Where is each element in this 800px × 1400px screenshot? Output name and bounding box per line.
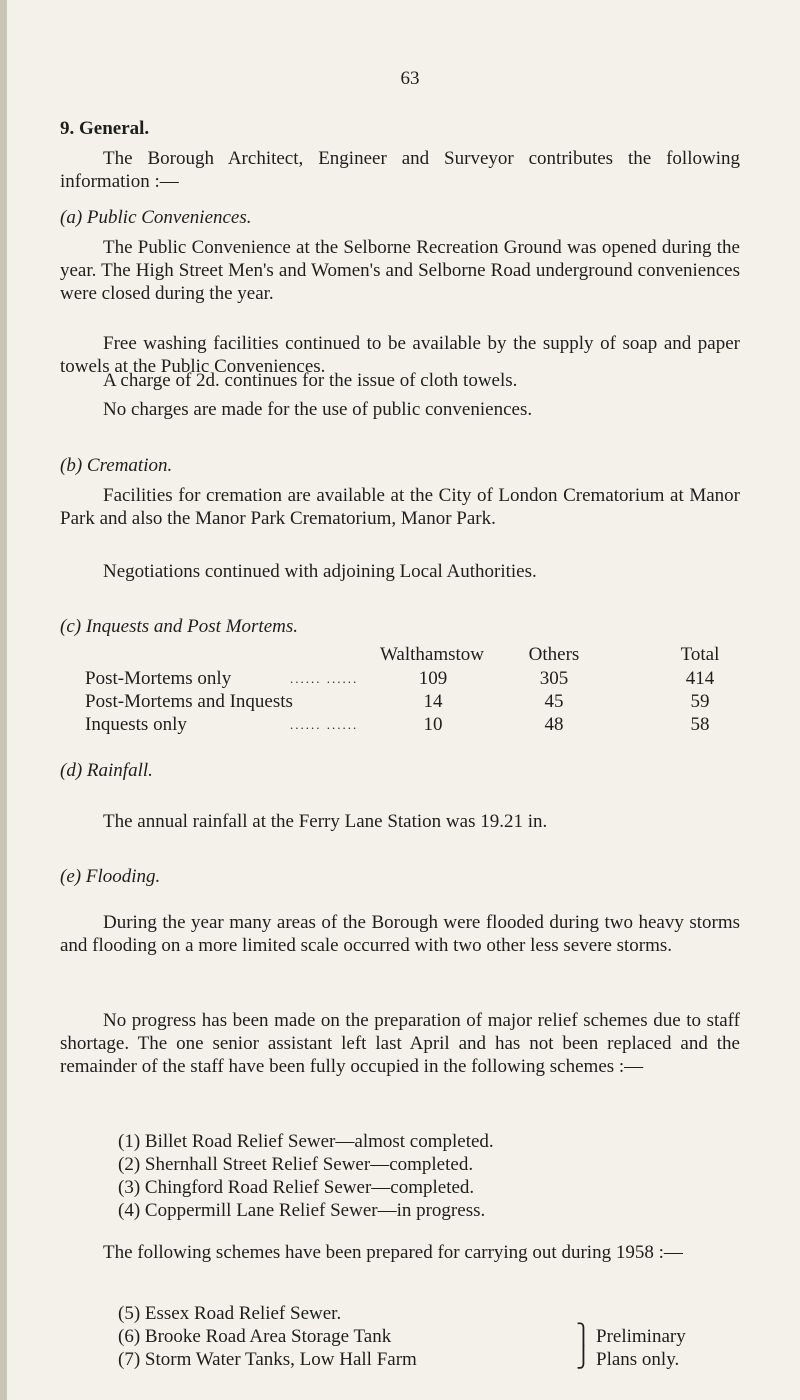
section-heading: 9. General. (60, 118, 150, 139)
cremation-para-2: Negotiations continued with adjoining Local Authorities. (103, 561, 537, 582)
future-schemes-intro: The following schemes have been prepared for carrying out during 1958 :— (103, 1242, 683, 1263)
cell-others: 45 (544, 691, 564, 712)
leader-dots: ...... ...... (290, 671, 359, 686)
row-label: Post-Mortems only (85, 668, 232, 689)
flooding-para-2: No progress has been made on the preparation of major relief schemes due to staff shortage. The one senior assistant left last April and has not been replaced and the remainder of the staff have been fully occupied in the following schemes :— (60, 1010, 740, 1077)
cell-total: 59 (690, 691, 710, 712)
list-item: (5) Essex Road Relief Sewer. (118, 1303, 342, 1324)
page-edge-shadow (0, 0, 7, 1400)
list-item: (7) Storm Water Tanks, Low Hall Farm (118, 1349, 417, 1370)
intro-paragraph: The Borough Architect, Engineer and Surveyor contributes the following information :— (60, 148, 740, 192)
conveniences-para-3: A charge of 2d. continues for the issue of cloth towels. (103, 370, 518, 391)
list-item: (4) Coppermill Lane Relief Sewer—in progress. (118, 1200, 486, 1221)
list-item: (6) Brooke Road Area Storage Tank (118, 1326, 392, 1347)
column-header-walthamstow: Walthamstow (379, 644, 484, 665)
conveniences-para-4: No charges are made for the use of public conveniences. (103, 399, 533, 420)
brace-bottom: ⎭ (576, 1347, 591, 1369)
list-item: (1) Billet Road Relief Sewer—almost completed. (118, 1131, 494, 1152)
cell-walthamstow: 10 (423, 714, 443, 735)
leader-dots: ...... ...... (290, 717, 359, 732)
brace-top: ⎫ (576, 1324, 591, 1346)
cell-total: 58 (690, 714, 710, 735)
cell-walthamstow: 109 (418, 668, 448, 689)
cremation-para-1: Facilities for cremation are available at the City of London Crematorium at Manor Park and also the Manor Park Crematorium, Manor Park. (60, 485, 740, 529)
cell-total: 414 (685, 668, 715, 689)
row-label: Post-Mortems and Inquests (85, 691, 293, 712)
heading-cremation: (b) Cremation. (60, 455, 173, 476)
row-label: Inquests only (85, 714, 187, 735)
column-header-total: Total (680, 644, 720, 665)
heading-flooding: (e) Flooding. (60, 866, 161, 887)
column-header-others: Others (528, 644, 580, 665)
plans-only-note: Plans only. (596, 1349, 680, 1370)
page-number: 63 (400, 68, 420, 89)
table-row (60, 667, 740, 690)
rainfall-text: The annual rainfall at the Ferry Lane Station was 19.21 in. (103, 811, 548, 832)
table-header-row (60, 643, 740, 666)
list-item: (2) Shernhall Street Relief Sewer—completed. (118, 1154, 474, 1175)
preliminary-note: Preliminary (596, 1326, 686, 1347)
cell-others: 305 (539, 668, 569, 689)
list-item: (3) Chingford Road Relief Sewer—completed. (118, 1177, 475, 1198)
cell-walthamstow: 14 (423, 691, 443, 712)
heading-inquests: (c) Inquests and Post Mortems. (60, 616, 298, 637)
conveniences-para-1: The Public Convenience at the Selborne Recreation Ground was opened during the year. The High Street Men's and Women's and Selborne Road underground conveniences were closed during the year. (60, 237, 740, 304)
heading-public-conveniences: (a) Public Conveniences. (60, 207, 252, 228)
flooding-para-1: During the year many areas of the Borough were flooded during two heavy storms and flooding on a more limited scale occurred with two other less severe storms. (60, 912, 740, 956)
table-row (60, 713, 740, 736)
table-row (60, 690, 740, 713)
heading-rainfall: (d) Rainfall. (60, 760, 153, 781)
cell-others: 48 (544, 714, 564, 735)
conveniences-para-2: Free washing facilities continued to be available by the supply of soap and paper towels at the Public Conveniences. (60, 333, 740, 377)
